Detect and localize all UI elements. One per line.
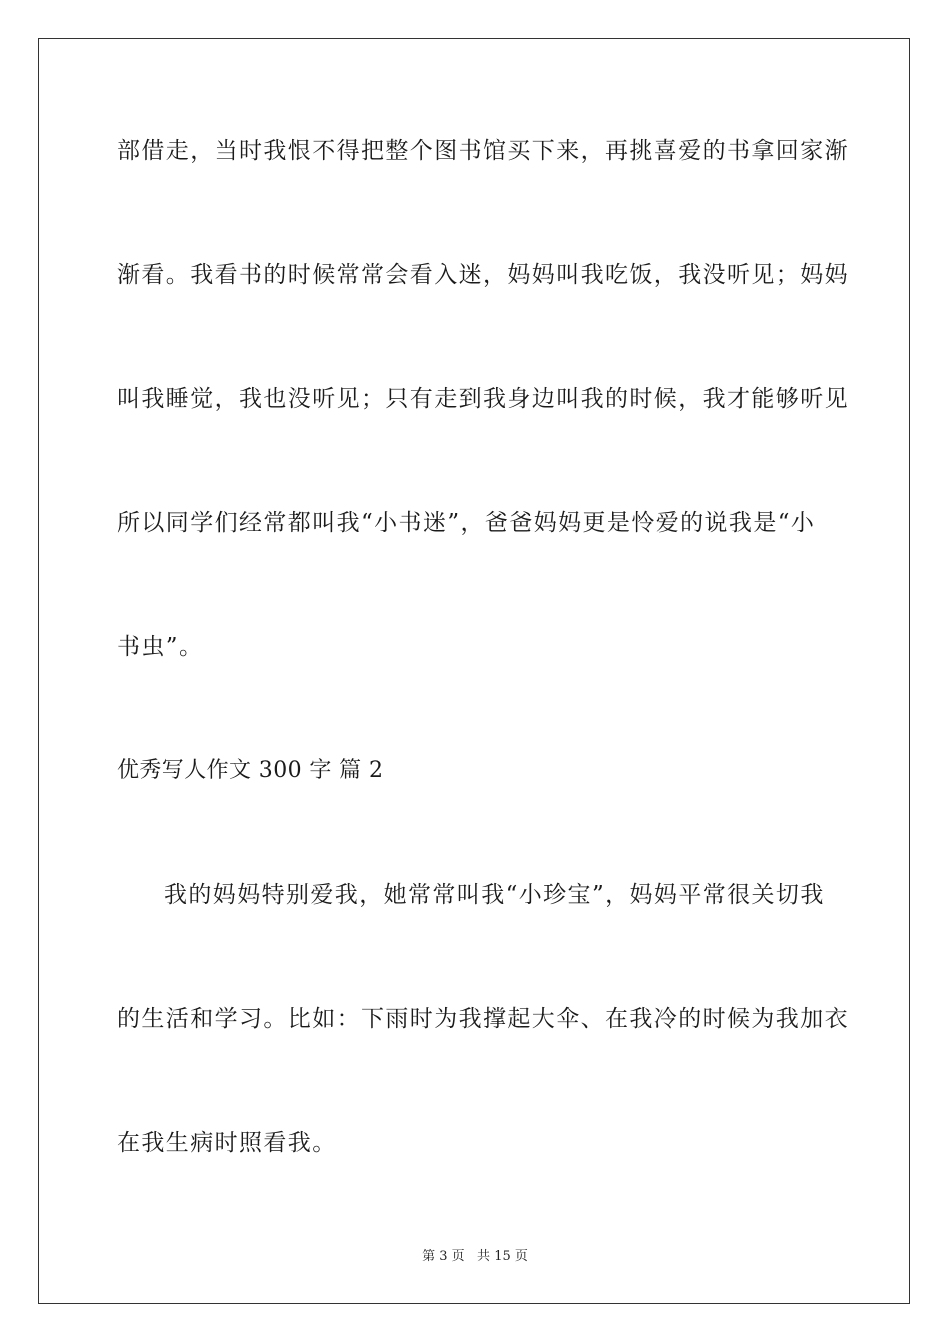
body-text-line: 部借走，当时我恨不得把整个图书馆买下来，再挑喜爱的书拿回家渐 [117, 138, 849, 164]
body-text-line: 渐看。我看书的时候常常会看入迷，妈妈叫我吃饭，我没听见；妈妈 [117, 262, 849, 288]
body-text-line: 叫我睡觉，我也没听见；只有走到我身边叫我的时候，我才能够听见 [117, 386, 849, 412]
page-border [38, 38, 910, 1304]
paragraph-line: 在我生病时照看我。 [117, 1130, 337, 1156]
paragraph-line: 我的妈妈特别爱我，她常常叫我“小珍宝”，妈妈平常很关切我 [164, 882, 825, 908]
page-number: 第 3 页 共 15 页 [422, 1249, 528, 1264]
section-heading: 优秀写人作文 300 字 篇 2 [117, 758, 384, 783]
body-text-line: 所以同学们经常都叫我“小书迷”，爸爸妈妈更是怜爱的说我是“小 [117, 510, 816, 536]
page-footer [0, 1248, 950, 1266]
paragraph-line: 的生活和学习。比如：下雨时为我撑起大伞、在我冷的时候为我加衣 [117, 1006, 849, 1032]
body-text-line: 书虫”。 [117, 634, 204, 660]
